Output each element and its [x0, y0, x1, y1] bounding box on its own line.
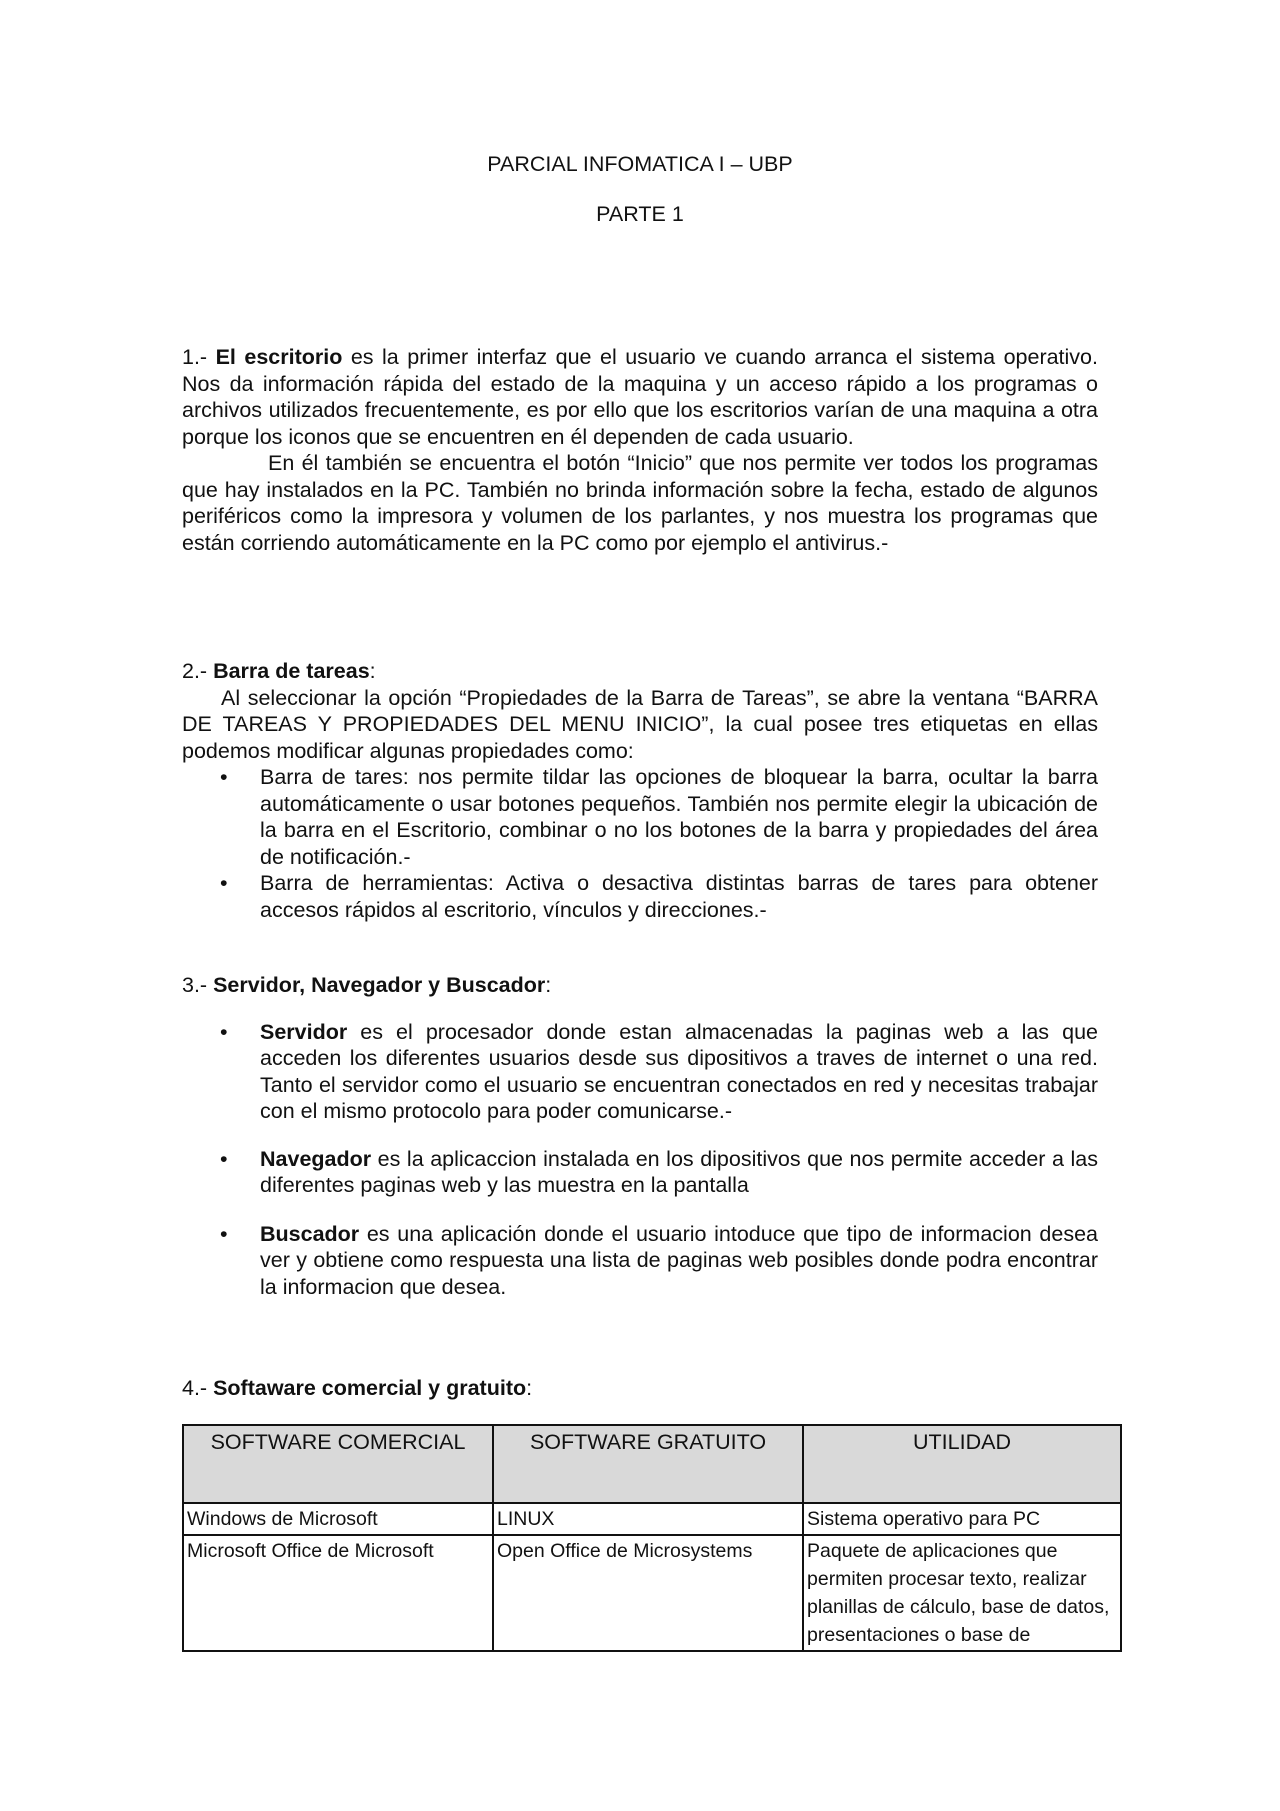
- column-header: SOFTWARE GRATUITO: [493, 1425, 803, 1503]
- bullet-icon: •: [220, 1019, 228, 1044]
- table-cell: Open Office de Microsystems: [493, 1535, 803, 1651]
- section-1-paragraph-1: [182, 344, 1098, 450]
- software-table: [182, 1424, 1122, 1652]
- list-item: • Servidor es el procesador donde estan almacenadas la paginas web a las que acceden los diferentes usuarios desde sus dipositivos a traves de internet o una red. Tanto el servidor como el usuario se encuentran conectados en red y necesitas trabajar con el mismo protocolo para poder comunicarse.-: [220, 1019, 1098, 1123]
- table-row: [183, 1503, 1121, 1535]
- bullet-icon: •: [220, 871, 228, 895]
- table-row: [183, 1535, 1121, 1651]
- section-4: [182, 1375, 1098, 1402]
- section-3-list: [182, 1019, 1098, 1301]
- section-2-heading: 2.- Barra de tareas:: [182, 659, 376, 683]
- section-4-heading: 4.- Softaware comercial y gratuito:: [182, 1376, 533, 1400]
- list-item: • Barra de tares: nos permite tildar las opciones de bloquear la barra, ocultar la barra automáticamente o usar botones pequeños. También nos permite elegir la ubicación de la barra en el Escritorio, combinar o no los botones de la barra y propiedades del área de notificación.-: [220, 765, 1098, 869]
- bullet-icon: •: [220, 1221, 228, 1246]
- bullet-icon: •: [220, 1146, 228, 1171]
- section-4-term: Softaware comercial y gratuito: [213, 1376, 527, 1400]
- table-cell: Windows de Microsoft: [183, 1503, 493, 1535]
- column-header: SOFTWARE COMERCIAL: [183, 1425, 493, 1503]
- table-cell: Paquete de aplicaciones que permiten procesar texto, realizar planillas de cálculo, base de datos, presentaciones o base de: [803, 1535, 1121, 1651]
- section-3-term: Servidor, Navegador y Buscador: [213, 973, 546, 997]
- table-header-row: [183, 1425, 1121, 1503]
- bullet-icon: •: [220, 765, 228, 789]
- section-2-list: [182, 764, 1098, 923]
- list-item: • Barra de herramientas: Activa o desactiva distintas barras de tares para obtener accesos rápidos al escritorio, vínculos y direcciones.-: [220, 871, 1098, 922]
- list-item: • Navegador es la aplicaccion instalada en los dipositivos que nos permite acceder a las diferentes paginas web y las muestra en la pantalla: [220, 1146, 1098, 1197]
- section-2: [182, 658, 1098, 923]
- section-1-term: El escritorio: [215, 345, 343, 369]
- section-3: [182, 972, 1098, 1300]
- section-2-intro: Al seleccionar la opción “Propiedades de la Barra de Tareas”, se abre la ventana “BARRA DE TAREAS Y PROPIEDADES DEL MENU INICIO”, la cual posee tres etiquetas en ellas podemos modificar algunas propiedades como:: [182, 685, 1098, 763]
- table-cell: LINUX: [493, 1503, 803, 1535]
- section-1: [182, 344, 1098, 556]
- document-subtitle: PARTE 1: [596, 202, 684, 226]
- section-1-number: 1.-: [182, 345, 216, 369]
- list-item: • Buscador es una aplicación donde el usuario intoduce que tipo de informacion desea ver y obtiene como respuesta una lista de paginas web posibles donde podra encontrar la informacion que desea.: [220, 1221, 1098, 1299]
- column-header: UTILIDAD: [803, 1425, 1121, 1503]
- section-2-term: Barra de tareas: [213, 659, 370, 683]
- document-title: PARCIAL INFOMATICA I – UBP: [487, 152, 793, 176]
- table-cell: Sistema operativo para PC: [803, 1503, 1121, 1535]
- section-3-heading: 3.- Servidor, Navegador y Buscador:: [182, 973, 552, 997]
- section-1-paragraph-2: En él también se encuentra el botón “Inicio” que nos permite ver todos los programas que hay instalados en la PC. También no brinda información sobre la fecha, estado de algunos periféricos como la impresora y volumen de los parlantes, y nos muestra los programas que están corriendo automáticamente en la PC como por ejemplo el antivirus.-: [182, 451, 1098, 555]
- section-1-text: es la primer interfaz que el usuario ve cuando arranca el sistema operativo. Nos da información rápida del estado de la maquina y un acceso rápido a los programas o archivos utilizados frecuentemente, es por ello que los escritorios varían de una maquina a otra porque los iconos que se encuentren en él dependen de cada usuario.: [182, 345, 1098, 449]
- table-cell: Microsoft Office de Microsoft: [183, 1535, 493, 1651]
